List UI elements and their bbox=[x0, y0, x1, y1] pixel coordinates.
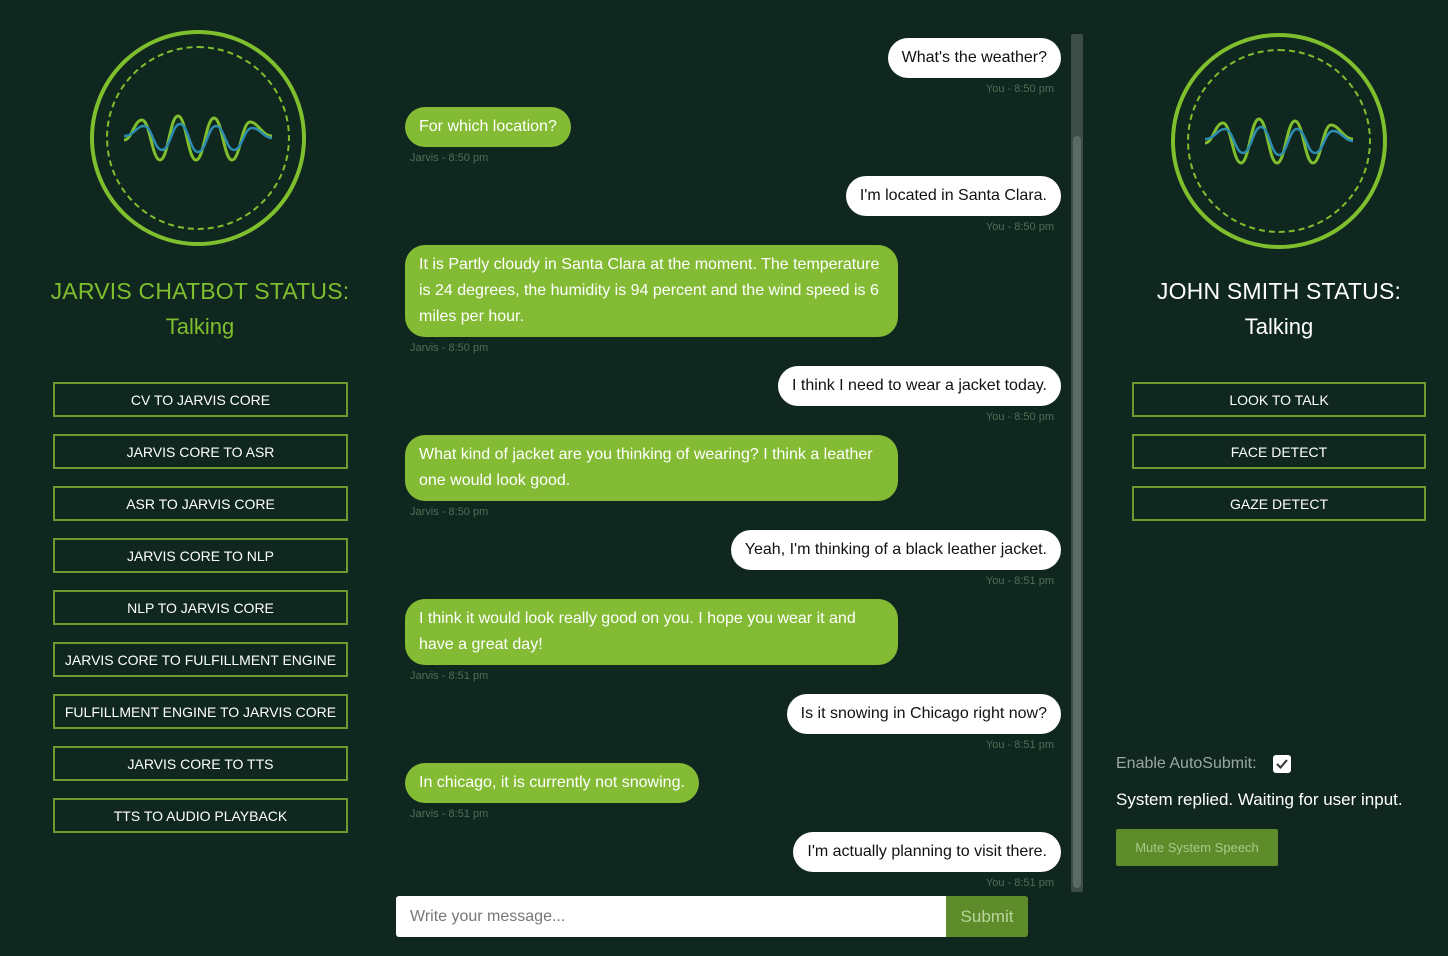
submit-button[interactable]: Submit bbox=[946, 896, 1028, 937]
chat-message-user: Yeah, I'm thinking of a black leather jacket. bbox=[731, 530, 1061, 570]
pipeline-cv-to-jarvis-core[interactable]: CV TO JARVIS CORE bbox=[53, 382, 348, 417]
gaze-detect-button[interactable]: GAZE DETECT bbox=[1132, 486, 1426, 521]
chat-message-bot: It is Partly cloudy in Santa Clara at the moment. The temperature is 24 degrees, the humidity is 94 percent and the wind speed is 6 miles per hour. bbox=[405, 245, 898, 337]
pipeline-jarvis-core-to-nlp[interactable]: JARVIS CORE TO NLP bbox=[53, 538, 348, 573]
checkmark-icon bbox=[1275, 757, 1289, 771]
pipeline-jarvis-core-to-asr[interactable]: JARVIS CORE TO ASR bbox=[53, 434, 348, 469]
pipeline-asr-to-jarvis-core[interactable]: ASR TO JARVIS CORE bbox=[53, 486, 348, 521]
chat-scrollbar-thumb[interactable] bbox=[1073, 136, 1081, 888]
chat-message-user: What's the weather? bbox=[888, 38, 1061, 78]
chat-message-bot: What kind of jacket are you thinking of wearing? I think a leather one would look good. bbox=[405, 435, 898, 501]
jarvis-avatar bbox=[90, 30, 306, 246]
chat-message-user: I'm actually planning to visit there. bbox=[793, 832, 1061, 872]
chat-message-user: I'm located in Santa Clara. bbox=[846, 176, 1061, 216]
message-meta: Jarvis - 8:50 pm bbox=[410, 152, 489, 164]
mute-system-speech-button[interactable]: Mute System Speech bbox=[1116, 829, 1278, 866]
chat-message-bot: In chicago, it is currently not snowing. bbox=[405, 763, 699, 803]
user-status-title: JOHN SMITH STATUS: bbox=[1156, 278, 1402, 304]
user-status-value: Talking bbox=[1244, 314, 1314, 339]
autosubmit-checkbox[interactable] bbox=[1273, 755, 1291, 773]
chat-message-user: I think I need to wear a jacket today. bbox=[778, 366, 1061, 406]
message-meta: You - 8:51 pm bbox=[985, 575, 1054, 587]
pipeline-jarvis-core-to-fulfillment-engine[interactable]: JARVIS CORE TO FULFILLMENT ENGINE bbox=[53, 642, 348, 677]
jarvis-status-title: JARVIS CHATBOT STATUS: bbox=[50, 278, 350, 304]
look-to-talk-button[interactable]: LOOK TO TALK bbox=[1132, 382, 1426, 417]
pipeline-jarvis-core-to-tts[interactable]: JARVIS CORE TO TTS bbox=[53, 746, 348, 781]
user-panel bbox=[1100, 0, 1448, 956]
message-input[interactable] bbox=[396, 896, 946, 937]
message-meta: Jarvis - 8:51 pm bbox=[410, 670, 489, 682]
message-meta: Jarvis - 8:50 pm bbox=[410, 342, 489, 354]
waveform-icon bbox=[1203, 109, 1355, 173]
message-meta: You - 8:50 pm bbox=[985, 411, 1054, 423]
user-avatar bbox=[1171, 33, 1387, 249]
chat-message-bot: For which location? bbox=[405, 107, 571, 147]
message-meta: Jarvis - 8:51 pm bbox=[410, 808, 489, 820]
jarvis-panel bbox=[0, 0, 400, 956]
waveform-icon bbox=[122, 106, 274, 170]
chat-message-bot: I think it would look really good on you. I hope you wear it and have a great day! bbox=[405, 599, 898, 665]
face-detect-button[interactable]: FACE DETECT bbox=[1132, 434, 1426, 469]
system-status-text: System replied. Waiting for user input. bbox=[1116, 790, 1403, 809]
chat-message-user: Is it snowing in Chicago right now? bbox=[787, 694, 1061, 734]
autosubmit-label: Enable AutoSubmit: bbox=[1116, 755, 1257, 772]
jarvis-status-value: Talking bbox=[165, 314, 235, 339]
message-meta: You - 8:50 pm bbox=[985, 83, 1054, 95]
message-meta: You - 8:51 pm bbox=[985, 877, 1054, 889]
pipeline-nlp-to-jarvis-core[interactable]: NLP TO JARVIS CORE bbox=[53, 590, 348, 625]
message-meta: You - 8:51 pm bbox=[985, 739, 1054, 751]
message-meta: Jarvis - 8:50 pm bbox=[410, 506, 489, 518]
pipeline-fulfillment-engine-to-jarvis-core[interactable]: FULFILLMENT ENGINE TO JARVIS CORE bbox=[53, 694, 348, 729]
message-meta: You - 8:50 pm bbox=[985, 221, 1054, 233]
pipeline-tts-to-audio-playback[interactable]: TTS TO AUDIO PLAYBACK bbox=[53, 798, 348, 833]
